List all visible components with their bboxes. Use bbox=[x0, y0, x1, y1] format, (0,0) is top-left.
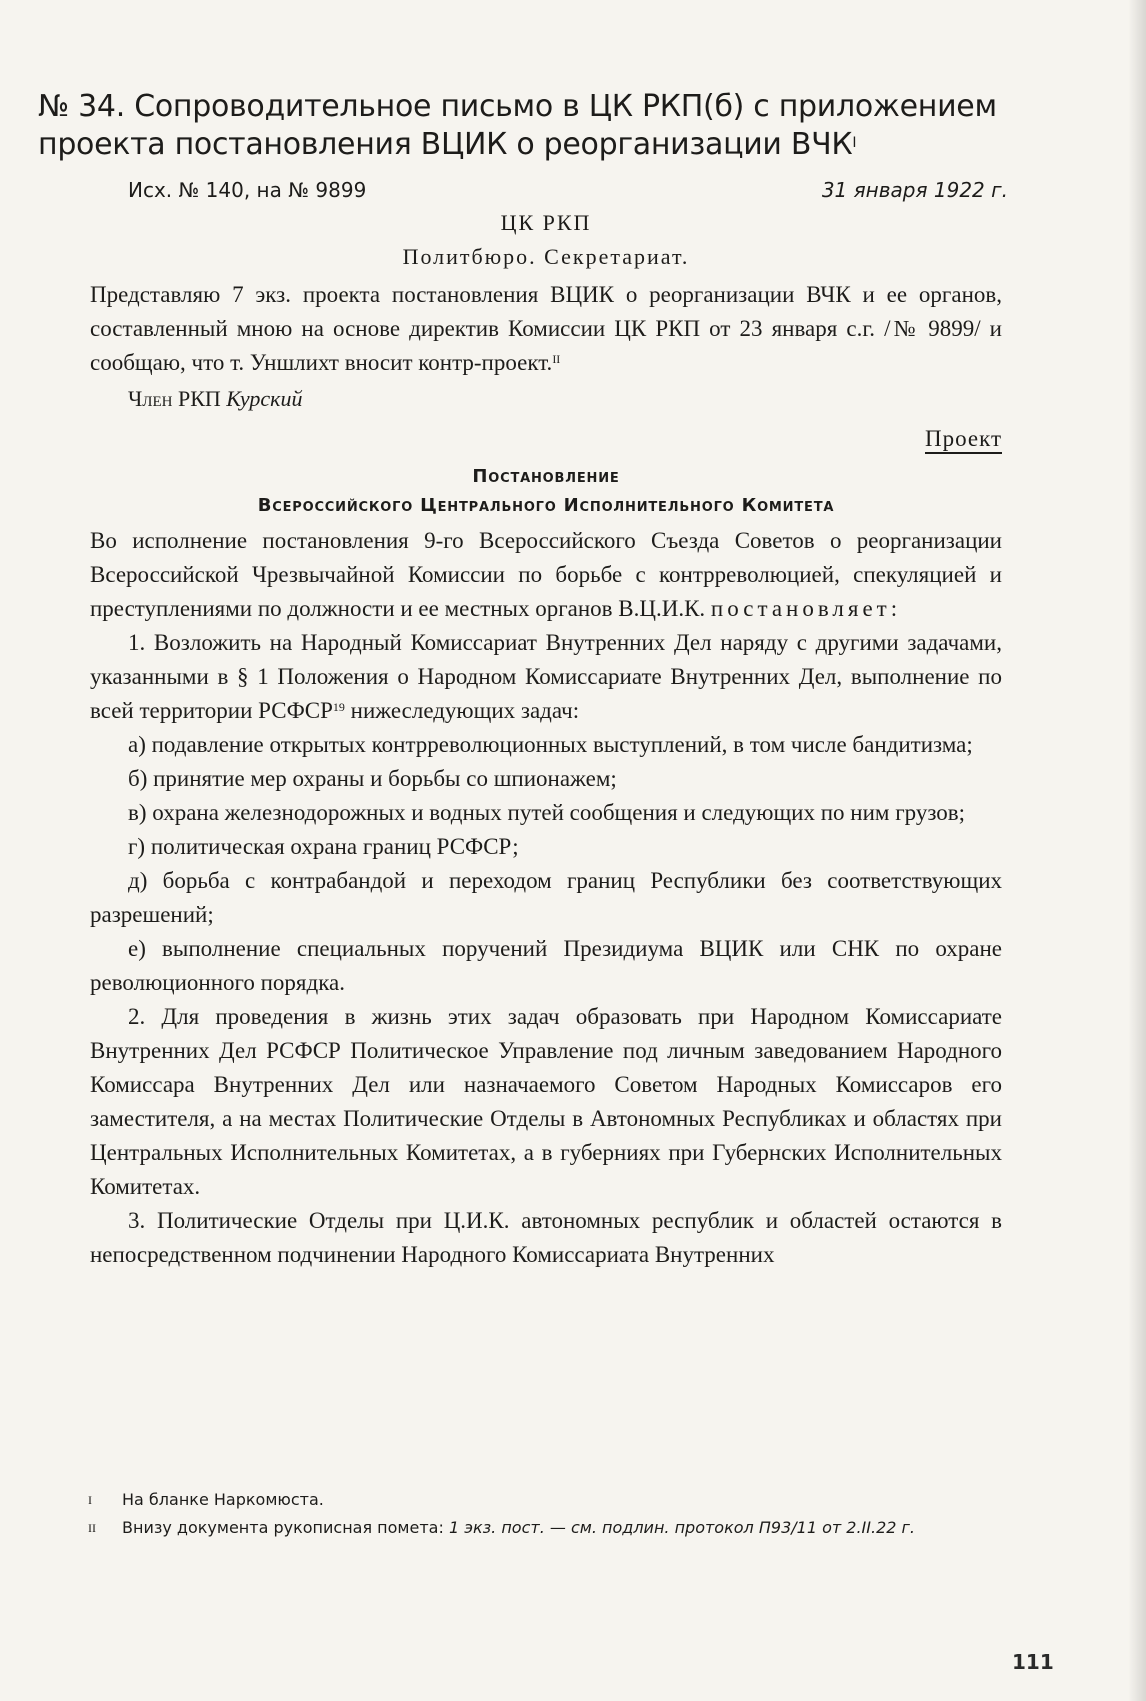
outgoing-number: Исх. № 140, на № 9899 bbox=[128, 178, 367, 202]
signature-name: Курский bbox=[226, 386, 303, 411]
subitem-e: е) выполнение специальных поручений Президиума ВЦИК или СНК по охране революционного порядка. bbox=[90, 936, 1002, 995]
resolution-intro-verb: постановляет: bbox=[710, 596, 902, 621]
document-page bbox=[38, 88, 1008, 1272]
item-1-ref[interactable]: 19 bbox=[332, 700, 345, 714]
resolution-item-3: 3. Политические Отделы при Ц.И.К. автономных республик и областей остаются в непосредственном подчинении Народного Комиссариата Внутренних bbox=[90, 1208, 1002, 1267]
resolution-heading: Постановление bbox=[472, 466, 620, 487]
project-label-row bbox=[90, 426, 1002, 452]
resolution-item-1 bbox=[90, 626, 1002, 728]
resolution-intro-text: Во исполнение постановления 9-го Всероссийского Съезда Советов о реорганизации Всероссийской Чрезвычайной Комиссии по борьбе с контрреволюцией, спекуляцией и преступлениями по должности и ее местных органов В.Ц.И.К. bbox=[90, 528, 1002, 621]
footnote bbox=[88, 1514, 988, 1542]
subitem-b: б) принятие мер охраны и борьбы со шпионажем; bbox=[128, 766, 617, 791]
resolution-intro bbox=[90, 524, 1002, 626]
footnote-text bbox=[122, 1514, 915, 1542]
subitem-v: в) охрана железнодорожных и водных путей сообщения и следующих по ним грузов; bbox=[128, 800, 966, 825]
document-title-text: Сопроводительное письмо в ЦК РКП(б) с приложением проекта постановления ВЦИК о реорганизации ВЧК bbox=[38, 89, 997, 162]
page-number: 111 bbox=[1012, 1650, 1054, 1674]
footnote-text: На бланке Наркомюста. bbox=[122, 1490, 324, 1509]
item-1-text-end: нижеследующих задач: bbox=[350, 698, 580, 723]
letter-addressee: ЦК РКП bbox=[500, 210, 592, 235]
signature bbox=[128, 386, 1002, 412]
footnote bbox=[88, 1486, 988, 1514]
document-date: 31 января 1922 г. bbox=[821, 178, 1008, 202]
letter-body-text: Представляю 7 экз. проекта постановления ВЦИК о реорганизации ВЧК и ее органов, составленный мною на основе директив Комиссии ЦК РКП от 23 января с.г. /№ 9899/ и сообщаю, что т. Уншлихт вносит контр-проект. bbox=[90, 282, 1002, 375]
document-title bbox=[38, 88, 1018, 164]
title-footnote-ref[interactable]: I bbox=[852, 135, 857, 151]
signature-role: Член РКП bbox=[128, 386, 221, 411]
footnote-mark: II bbox=[88, 1521, 96, 1535]
footnote-mark: I bbox=[88, 1493, 92, 1507]
subitem-a: а) подавление открытых контрреволюционных выступлений, в том числе бандитизма; bbox=[128, 732, 973, 757]
subitem-g: г) политическая охрана границ РСФСР; bbox=[128, 834, 519, 859]
item-1-text: 1. Возложить на Народный Комиссариат Внутренних Дел наряду с другими задачами, указанными в § 1 Положения о Народном Комиссариате Внутренних Дел, выполнение по всей территории РСФСР bbox=[90, 630, 1002, 723]
footnote-text-plain: Внизу документа рукописная помета: bbox=[122, 1518, 444, 1537]
page-edge-shadow bbox=[1128, 0, 1146, 1701]
document-number: № 34. bbox=[38, 89, 125, 124]
letter-footnote-ref[interactable]: II bbox=[552, 352, 561, 366]
footnote-text-italic: 1 экз. пост. — см. подлин. протокол П93/11 от 2.II.22 г. bbox=[448, 1518, 916, 1537]
subitem-d: д) борьба с контрабандой и переходом границ Республики без соответствующих разрешений; bbox=[90, 868, 1002, 927]
document-meta bbox=[128, 178, 1008, 202]
letter-department: Политбюро. Секретариат. bbox=[402, 244, 690, 269]
resolution-item-2: 2. Для проведения в жизнь этих задач образовать при Народном Комиссариате Внутренних Дел РСФСР Политическое Управление под личным заведованием Народного Комиссара Внутренних Дел или назначаемого Советом Народных Комиссаров его заместителя, а на местах Политические Отделы в Автономных Республиках и областях при Центральных Исполнительных Комитетах, а в губерниях при Губернских Исполнительных Комитетах. bbox=[90, 1004, 1002, 1199]
letter-body bbox=[90, 278, 1002, 380]
footnotes bbox=[88, 1486, 988, 1542]
resolution-subheading: Всероссийского Центрального Исполнительного Комитета bbox=[257, 495, 835, 516]
project-label: Проект bbox=[925, 426, 1002, 454]
